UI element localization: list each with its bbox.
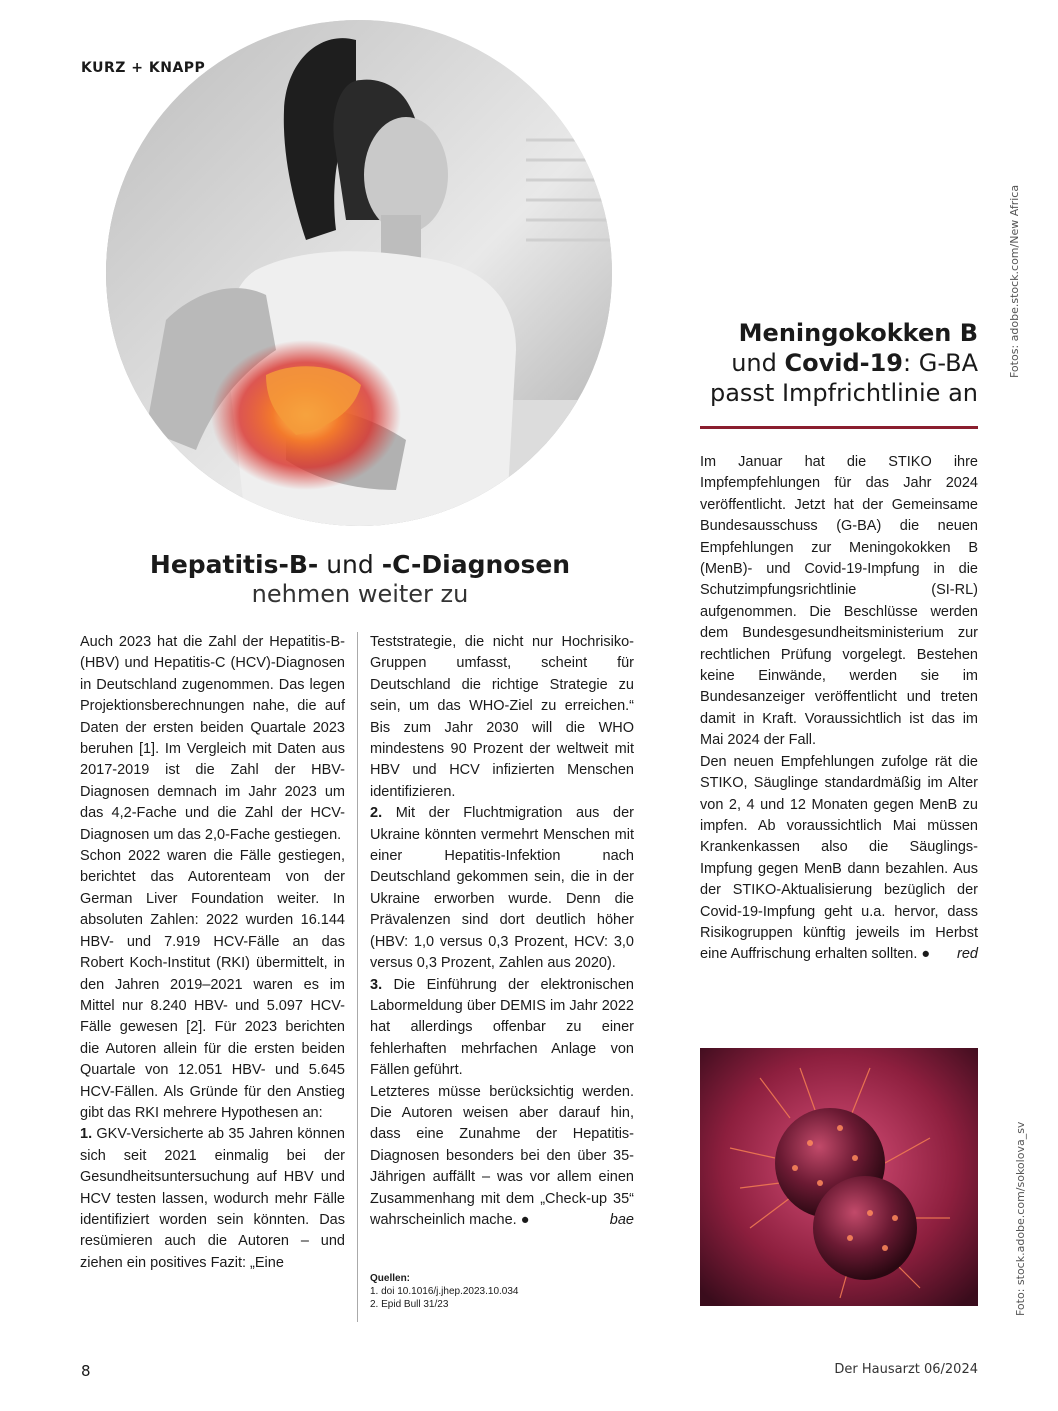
end-mark: ●	[921, 946, 931, 963]
end-mark: ●	[520, 1211, 530, 1228]
article2-title-line1: Meningokokken B	[738, 319, 978, 347]
page-number: 8	[81, 1362, 91, 1380]
list-text: Mit der Fluchtmigration aus der Ukraine könnten vermehrt Menschen mit einer Hepatitis-Infektion nach Deutschland gekommen sein, die in der Ukraine erworben wurde. Denn die Prävalenzen sind dort deutlich höher (HBV: 1,0 versus 0,3 Prozent, HCV: 3,0 versus 0,3 Prozent, Zahlen aus 2020).	[370, 805, 634, 972]
author-initials: bae	[609, 1211, 634, 1228]
meningococcus-illustration	[700, 1048, 978, 1306]
sources	[370, 1272, 634, 1311]
photo-credit-2: Foto: stock.adobe.com/sokolova_sv	[1014, 1121, 1027, 1316]
paragraph: Letzteres müsse berücksichtig werden. Die Autoren weisen aber darauf hin, dass eine Zunahme der Hepatitis-Diagnosen besonders bei den über 35-Jährigen auffällt – was vor allem einen Zusammenhang mit dem „Check-up 35“ wahrscheinlich mache. ● bae	[370, 1082, 634, 1232]
section-label: KURZ + KNAPP	[81, 60, 206, 76]
source-item: 2. Epid Bull 31/23	[370, 1299, 449, 1310]
article1-title-part1: Hepatitis-B-	[149, 550, 319, 579]
magazine-issue: Der Hausarzt 06/2024	[834, 1362, 978, 1377]
list-text: Die Einführung der elektronischen Labormeldung über DEMIS im Jahr 2022 hat allerdings offenbar zu einer fehlerhaften mehrfachen Anlage von Fällen geführt.	[370, 976, 634, 1079]
hero-photo	[106, 20, 612, 526]
paragraph: Den neuen Empfehlungen zufolge rät die STIKO, Säuglinge standardmäßig im Alter von 2, 4 und 12 Monaten gegen MenB zu impfen. Ab voraussichtlich Mai müssen Krankenkassen also die Säuglings-Impfung gegen MenB dann bezahlen. Aus der STIKO-Aktualisierung bezüglich der Covid-19-Impfung geht u.a. hervor, dass Risikogruppen künftig jeweils im Herbst eine Auffrischung erhalten sollten. ● red	[700, 752, 978, 966]
list-number: 1.	[80, 1126, 93, 1143]
article2-headline: Meningokokken B und Covid-19: G-BA passt Impfrichtlinie an	[700, 318, 978, 408]
paragraph	[80, 1124, 345, 1274]
column-divider	[357, 632, 358, 1322]
photo-credit-1: Fotos: adobe.stock.com/New Africa	[1008, 184, 1021, 378]
article1-title-part3: -C-Diagnosen	[381, 550, 571, 579]
paragraph: Teststrategie, die nicht nur Hochrisiko-Gruppen umfasst, scheint für Deutschland die richtige Strategie zu sein, um das WHO-Ziel zu erreichen.“ Bis zum Jahr 2030 will die WHO mindestens 90 Prozent der weltweit mit HBV und HCV infizierten Menschen identifizieren.	[370, 634, 634, 800]
article1-title-part2: und	[318, 550, 382, 579]
sources-heading: Quellen:	[370, 1273, 411, 1284]
article2-title-line3: passt Impfrichtlinie an	[709, 379, 978, 407]
accent-rule	[700, 426, 978, 429]
paragraph	[370, 975, 634, 1082]
paragraph	[370, 803, 634, 974]
article2-title-bold2: Covid-19	[784, 349, 903, 377]
list-number: 2.	[370, 805, 383, 822]
author-initials: red	[957, 946, 978, 963]
article1-title-line2: nehmen weiter zu	[251, 580, 469, 608]
paragraph: Schon 2022 waren die Fälle gestiegen, berichtet das Autorenteam von der German Liver Foundation weiter. In absoluten Zahlen: 2022 wurden 16.144 HBV- und 7.919 HCV-Fälle an das Robert Koch-Institut (RKI) übermittelt, in den Jahren 2019–2021 waren es im Mittel nur 8.240 HBV- und 5.097 HCV-Fälle gewesen [2]. Für 2023 berichten die Autoren allein für die ersten beiden Quartale von 12.051 HBV- und 5.645 HCV-Fällen. Als Gründe für den Anstieg gibt das RKI mehrere Hypothesen an:	[80, 848, 345, 1121]
article1-column1	[80, 632, 345, 1274]
paragraph: Im Januar hat die STIKO ihre Impfempfehlungen für das Jahr 2024 veröffentlicht. Jetzt hat der Gemeinsame Bundesausschuss (G-BA) die neuen Empfehlungen zur Meningokokken B (MenB)- und Covid-19-Impfung in die Schutzimpfungsrichtlinie (SI-RL) aufgenommen. Die Beschlüsse werden dem Bundesgesundheitsministerium zur rechtlichen Prüfung vorgelegt. Bestehen keine Einwände, werden sie im Bundesanzeiger veröffentlicht und treten damit in Kraft. Voraussichtlich ist das im Mai 2024 der Fall.	[700, 454, 978, 749]
article1-column2	[370, 632, 634, 1231]
source-item: 1. doi 10.1016/j.jhep.2023.10.034	[370, 1286, 519, 1297]
paragraph: Auch 2023 hat die Zahl der Hepatitis-B- (HBV) und Hepatitis-C (HCV)-Diagnosen in Deutschland zugenommen. Das legen Projektionsberechnungen nahe, die auf Daten der ersten beiden Quartale 2023 beruhen [1]. Im Vergleich mit Daten aus 2017-2019 ist die Zahl der HBV-Diagnosen demnach im Jahr 2023 um das 4,2-Fache und die Zahl der HCV-Diagnosen um das 2,0-Fache gestiegen.	[80, 634, 345, 843]
bacteria-photo	[700, 1048, 978, 1306]
article2-body	[700, 452, 978, 966]
list-number: 3.	[370, 976, 383, 993]
article1-headline	[80, 550, 640, 609]
woman-liver-illustration	[106, 20, 612, 526]
list-text: GKV-Versicherte ab 35 Jahren können sich seit 2021 einmalig bei der Gesundheitsuntersuchung auf HBV und HCV testen lassen, wodurch mehr Fälle identifiziert worden sein könnten. Das resümieren auch die Autoren – und ziehen ein positives Fazit: „Eine	[80, 1126, 345, 1271]
